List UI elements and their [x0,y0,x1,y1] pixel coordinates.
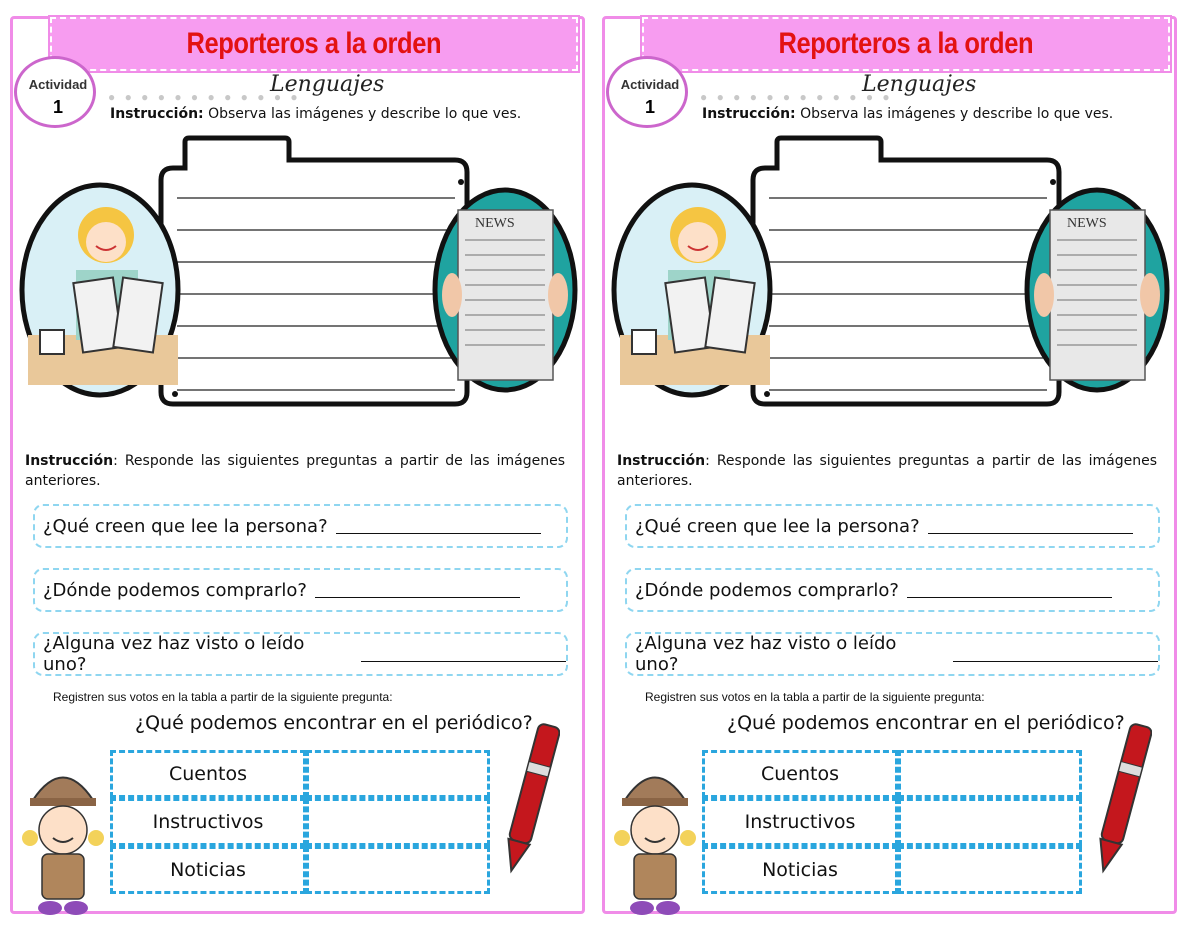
activity-label: Actividad [28,77,88,92]
title-banner [642,17,1170,71]
worksheet-page-right [592,0,1182,927]
red-pen-picture [1092,715,1152,880]
vote-table [702,750,1082,894]
instruction-prefix: Instrucción: [110,106,204,122]
subject-label: Lenguajes [270,72,385,97]
detective-girl-picture [610,760,700,920]
instruction-text: : Responde las siguientes preguntas a partir de las imágenes anteriores. [25,453,565,489]
answer-line[interactable] [907,583,1112,598]
vote-table [110,750,490,894]
news-headline: NEWS [475,216,515,231]
table-row-label: Cuentos [702,750,898,798]
activity-number: 1 [52,97,63,117]
instruction-text: : Responde las siguientes preguntas a partir de las imágenes anteriores. [617,453,1157,489]
vote-cell[interactable] [898,846,1082,894]
question-text: ¿Dónde podemos comprarlo? [635,579,899,601]
question-box[interactable] [625,568,1160,612]
worksheet-title: Reporteros a la orden [778,27,1034,60]
answer-line[interactable] [336,519,541,534]
question-text: ¿Qué creen que lee la persona? [43,515,328,537]
worksheet-page-left [0,0,590,927]
instruction-text: Observa las imágenes y describe lo que ves. [203,106,522,122]
red-pen-picture [500,715,560,880]
question-box[interactable] [33,632,568,676]
question-text: ¿Dónde podemos comprarlo? [43,579,307,601]
table-row [702,846,1082,894]
vote-cell[interactable] [306,750,490,798]
subject-label: Lenguajes [862,72,977,97]
table-row [110,798,490,846]
question-box[interactable] [625,504,1160,548]
question-box[interactable] [33,568,568,612]
instruction-text: Observa las imágenes y describe lo que ves. [795,106,1114,122]
lined-writing-box[interactable] [155,130,475,410]
votes-note: Registren sus votos en la tabla a partir de la siguiente pregunta: [645,690,985,704]
question-text: ¿Alguna vez haz visto o leído uno? [43,633,305,675]
newspaper-picture [430,185,580,395]
question-box[interactable] [33,504,568,548]
answer-line[interactable] [928,519,1133,534]
answer-line[interactable] [953,647,1158,662]
instruction-observe [702,106,1113,122]
activity-badge [606,56,688,128]
activity-badge [14,56,96,128]
vote-cell[interactable] [306,798,490,846]
woman-reading-newspaper-picture [610,180,775,400]
answer-line[interactable] [315,583,520,598]
table-row-label: Instructivos [110,798,306,846]
woman-reading-newspaper-picture [18,180,183,400]
activity-number: 1 [644,97,655,117]
dotted-divider: ● ● ● ● ● ● ● ● ● ● ● ● [108,90,301,104]
question-text: ¿Alguna vez haz visto o leído uno? [635,633,897,675]
table-row [702,750,1082,798]
vote-cell[interactable] [898,750,1082,798]
instruction-respond [25,451,565,491]
table-row [110,846,490,894]
question-box[interactable] [625,632,1160,676]
newspaper-picture [1022,185,1172,395]
news-headline: NEWS [1067,216,1107,231]
vote-cell[interactable] [306,846,490,894]
instruction-prefix: Instrucción: [702,106,796,122]
answer-line[interactable] [361,647,566,662]
dotted-divider: ● ● ● ● ● ● ● ● ● ● ● ● [700,90,893,104]
table-row-label: Noticias [702,846,898,894]
table-row-label: Instructivos [702,798,898,846]
votes-note: Registren sus votos en la tabla a partir de la siguiente pregunta: [53,690,393,704]
worksheet-title: Reporteros a la orden [186,27,442,60]
lined-writing-box[interactable] [747,130,1067,410]
title-banner [50,17,578,71]
instruction-respond [617,451,1157,491]
detective-girl-picture [18,760,108,920]
main-question: ¿Qué podemos encontrar en el periódico? [135,712,533,734]
activity-label: Actividad [620,77,680,92]
table-row [702,798,1082,846]
main-question: ¿Qué podemos encontrar en el periódico? [727,712,1125,734]
instruction-observe [110,106,521,122]
question-text: ¿Qué creen que lee la persona? [635,515,920,537]
table-row-label: Cuentos [110,750,306,798]
table-row-label: Noticias [110,846,306,894]
instruction-prefix: Instrucción [617,453,706,469]
table-row [110,750,490,798]
instruction-prefix: Instrucción [25,453,114,469]
vote-cell[interactable] [898,798,1082,846]
